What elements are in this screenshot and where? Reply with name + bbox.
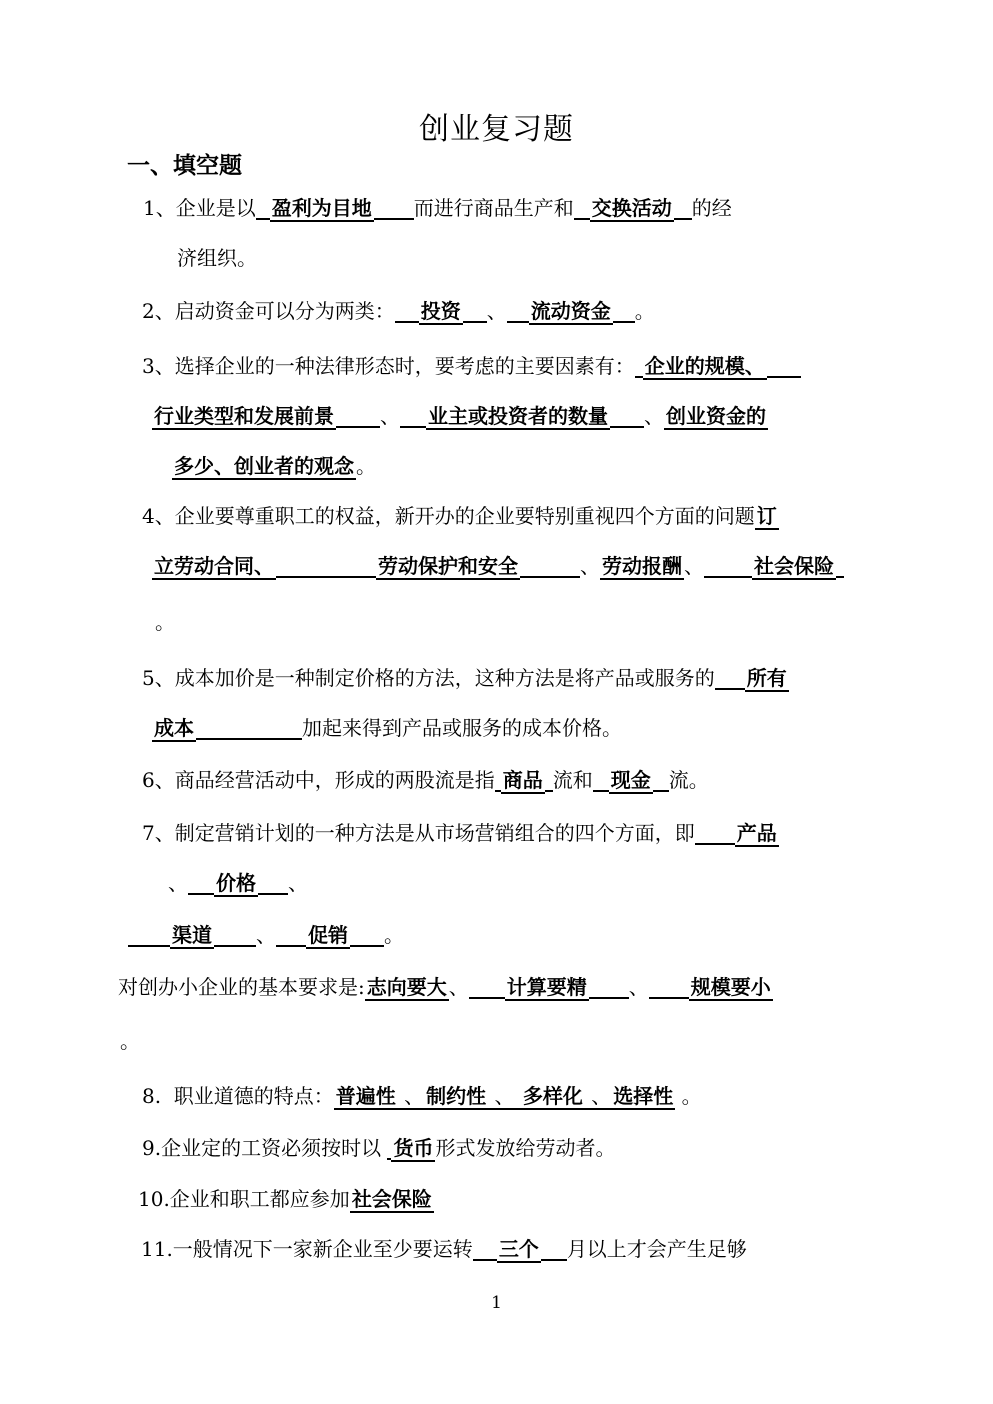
- blank-answer-text: 社会保险: [351, 1187, 432, 1211]
- question-text: 济组织。: [177, 246, 257, 270]
- question-text: 。: [155, 610, 175, 634]
- blank-answer-text: 产品: [736, 821, 777, 845]
- question-text: 、: [628, 975, 649, 999]
- blank-underline-pad: [336, 406, 380, 428]
- blank-answer-text: 投资: [420, 299, 461, 323]
- document-line: [141, 1233, 747, 1266]
- question-text: 、: [684, 554, 704, 578]
- blank-answer-text: 创业资金的: [666, 404, 766, 428]
- document-line: [152, 550, 844, 583]
- blank-underline-pad: [400, 406, 426, 428]
- blank-answer-text: 盈利为目地: [271, 196, 372, 220]
- blank-answer-text: 计算要精: [506, 975, 587, 999]
- question-text: 、: [580, 554, 600, 578]
- document-line: [172, 450, 376, 483]
- question-text: 。: [634, 299, 655, 323]
- question-text: 11.一般情况下一家新企业至少要运转: [141, 1237, 473, 1261]
- document-line: [168, 867, 308, 900]
- blank-answer-text: 选择性: [613, 1084, 674, 1108]
- blank-underline-pad: [214, 925, 256, 947]
- blank-underline-pad: [541, 1239, 567, 1261]
- question-text: 、: [256, 923, 276, 947]
- document-line: [120, 1025, 140, 1058]
- blank-underline-pad: [613, 301, 635, 323]
- blank-answer-text: 立劳动合同、: [154, 554, 274, 578]
- blank-answer-text: 交换活动: [591, 196, 672, 220]
- blank-answer-text: 所有: [746, 666, 787, 690]
- blank-answer-text: 多少、创业者的观念: [174, 454, 354, 478]
- document-line: [142, 500, 779, 533]
- question-text: 、: [448, 975, 469, 999]
- blank-answer-text: 行业类型和发展前景: [154, 404, 334, 428]
- page-number: 1: [491, 1293, 502, 1313]
- blank-underline-pad: [395, 301, 419, 323]
- blank-answer-text: 志向要大: [366, 975, 447, 999]
- question-text: 流。: [668, 768, 709, 792]
- question-text: 3、选择企业的一种法律形态时，要考虑的主要因素有：: [142, 354, 635, 378]
- section-heading-fill-in-blanks: 一、填空题: [127, 152, 242, 179]
- blank-underline-pad: [276, 556, 376, 578]
- blank-underline-pad: [256, 198, 270, 220]
- document-line: [142, 817, 779, 850]
- document-line: [142, 1132, 615, 1165]
- blank-underline-pad: [469, 977, 505, 999]
- blank-answer-text: 业主或投资者的数量: [428, 404, 608, 428]
- underlined-separator: 、: [584, 1084, 612, 1108]
- blank-underline-pad: [463, 301, 487, 323]
- question-text: 10.企业和职工都应参加: [138, 1187, 350, 1211]
- document-line: [152, 400, 768, 433]
- question-text: 1、企业是以: [143, 196, 256, 220]
- document-line: [152, 712, 622, 745]
- question-text: 9.企业定的工资必须按时以: [142, 1136, 388, 1160]
- blank-answer-text: 劳动报酬: [602, 554, 682, 578]
- question-text: 形式发放给劳动者。: [435, 1136, 616, 1160]
- document-line: [142, 764, 709, 797]
- blank-underline-pad: [589, 977, 629, 999]
- question-text: 。: [356, 454, 376, 478]
- blank-underline-pad: [593, 770, 609, 792]
- blank-underline-pad: [276, 925, 306, 947]
- blank-underline-pad: [574, 198, 590, 220]
- question-text: 、: [380, 404, 400, 428]
- question-text: 加起来得到产品或服务的成本价格。: [302, 716, 622, 740]
- blank-answer-text: 订: [756, 504, 777, 528]
- blank-underline-pad: [610, 406, 644, 428]
- blank-answer-text: 流动资金: [530, 299, 611, 323]
- document-title: 创业复习题: [419, 112, 574, 147]
- question-text: 。: [120, 1029, 140, 1053]
- blank-underline-pad: [258, 873, 288, 895]
- document-line: [118, 971, 773, 1004]
- question-text: 5、成本加价是一种制定价格的方法，这种方法是将产品或服务的: [142, 666, 715, 690]
- blank-answer-text: 促销: [308, 923, 348, 947]
- blank-underline-pad: [495, 770, 501, 792]
- question-text: 8. 职业道德的特点：: [142, 1084, 334, 1108]
- blank-underline-pad: [704, 556, 752, 578]
- question-text: 的经: [691, 196, 732, 220]
- question-text: 而进行商品生产和: [413, 196, 574, 220]
- blank-answer-text: 普遍性: [335, 1084, 396, 1108]
- blank-answer-text: 成本: [154, 716, 194, 740]
- question-text: 。: [675, 1084, 702, 1108]
- document-line: [143, 192, 732, 225]
- document-line: [142, 662, 789, 695]
- blank-answer-text: 现金: [610, 768, 651, 792]
- blank-answer-text: 劳动保护和安全: [378, 554, 518, 578]
- blank-answer-text: 三个: [498, 1237, 539, 1261]
- blank-underline-pad: [188, 873, 214, 895]
- question-text: 月以上才会产生足够: [566, 1237, 747, 1261]
- question-text: 6、商品经营活动中，形成的两股流是指: [142, 768, 495, 792]
- document-line: [142, 1080, 702, 1113]
- blank-underline-pad: [653, 770, 669, 792]
- underlined-separator: 、: [397, 1084, 425, 1108]
- blank-answer-text: 货币: [393, 1136, 434, 1160]
- question-text: 、: [644, 404, 664, 428]
- blank-answer-text: 价格: [216, 871, 256, 895]
- blank-underline-pad: [473, 1239, 497, 1261]
- blank-underline-pad: [649, 977, 689, 999]
- question-text: 、: [486, 299, 507, 323]
- blank-underline-pad: [836, 556, 844, 578]
- blank-underline-pad: [715, 668, 745, 690]
- question-text: 流和: [552, 768, 593, 792]
- blank-underline-pad: [635, 356, 643, 378]
- document-line: [142, 295, 655, 328]
- blank-answer-text: 多样化: [522, 1084, 583, 1108]
- document-line: [138, 1183, 434, 1216]
- underlined-separator: 、: [488, 1084, 521, 1108]
- question-text: 、: [168, 871, 188, 895]
- blank-underline-pad: [545, 770, 553, 792]
- blank-answer-text: 社会保险: [754, 554, 834, 578]
- blank-answer-text: 商品: [502, 768, 543, 792]
- document-line: [177, 242, 257, 275]
- document-line: [142, 350, 801, 383]
- blank-answer-text: 制约性: [426, 1084, 487, 1108]
- question-text: 对创办小企业的基本要求是:: [118, 975, 365, 999]
- blank-underline-pad: [520, 556, 580, 578]
- question-text: 4、企业要尊重职工的权益，新开办的企业要特别重视四个方面的问题: [142, 504, 755, 528]
- blank-underline-pad: [767, 356, 801, 378]
- document-line: [155, 606, 175, 639]
- question-text: 2、启动资金可以分为两类：: [142, 299, 395, 323]
- question-text: 、: [288, 871, 308, 895]
- blank-answer-text: 渠道: [172, 923, 212, 947]
- blank-underline-pad: [196, 718, 302, 740]
- blank-answer-text: 企业的规模、: [644, 354, 765, 378]
- blank-underline-pad: [128, 925, 170, 947]
- blank-underline-pad: [695, 823, 735, 845]
- blank-underline-pad: [507, 301, 529, 323]
- question-text: 。: [384, 923, 404, 947]
- blank-answer-text: 规模要小: [690, 975, 771, 999]
- question-text: 7、制定营销计划的一种方法是从市场营销组合的四个方面，即: [142, 821, 695, 845]
- blank-underline-pad: [350, 925, 384, 947]
- document-line: [128, 919, 404, 952]
- blank-underline-pad: [674, 198, 692, 220]
- blank-underline-pad: [374, 198, 414, 220]
